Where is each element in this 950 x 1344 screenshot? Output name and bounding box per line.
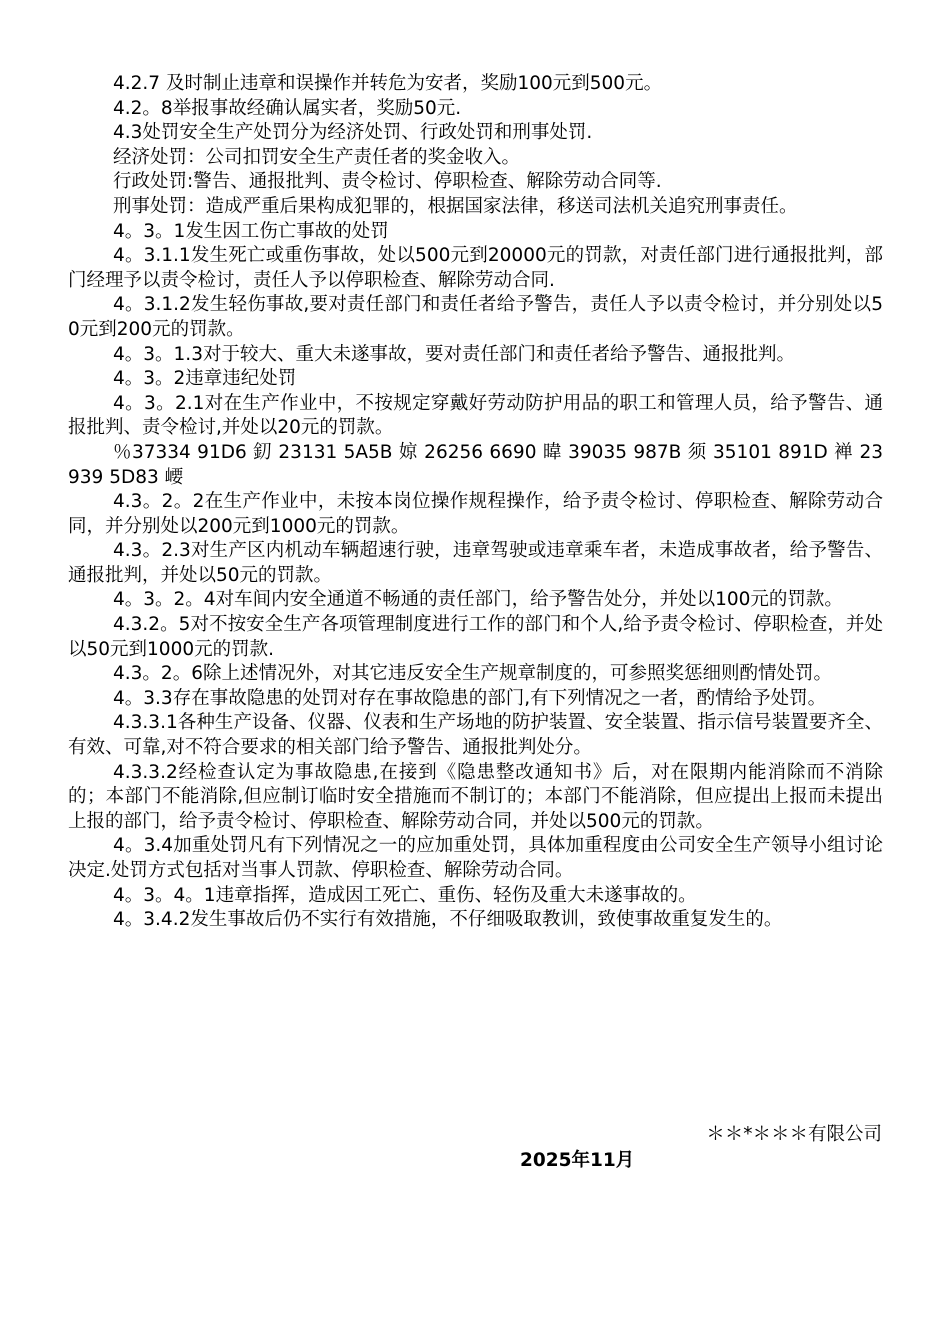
paragraph: 4。3。1发生因工伤亡事故的处罚 <box>113 220 389 242</box>
paragraph: 4。3。4。1违章指挥，造成因工死亡、重伤、轻伤及重大未遂事故的。 <box>113 884 697 906</box>
signature-date: 2025年11月 <box>520 1150 635 1171</box>
paragraph: 4。3。2违章违纪处罚 <box>113 368 297 390</box>
paragraph: 4.3。2。6除上述情况外，对其它违反安全生产规章制度的，可参照奖惩细则酌情处罚。 <box>113 663 832 685</box>
garbled-code-line: ％37334 91D6 釖 23131 5A5B 婛 26256 6690 暐 39035 987B 须 35101 891D 褝 23939 5D83 崾 <box>68 441 883 488</box>
paragraph: 4.3处罚安全生产处罚分为经济处罚、行政处罚和刑事处罚. <box>113 122 593 144</box>
document-body <box>68 72 883 933</box>
paragraph: 4。3.4加重处罚凡有下列情况之一的应加重处罚，具体加重程度由公司安全生产领导小组讨论决定.处罚方式包括对当事人罚款、停职检查、解除劳动合同。 <box>68 835 883 881</box>
paragraph: 4.3.2。5对不按安全生产各项管理制度进行工作的部门和个人,给予责令检讨、停职检查，并处以50元到1000元的罚款. <box>68 614 883 660</box>
paragraph: 4.3.3.2经检查认定为事故隐患,在接到《隐患整改通知书》后，对在限期内能消除而不消除的；本部门不能消除,但应制订临时安全措施而不制订的；本部门不能消除，但应提出上报而未提出上报的部门，给予责令检讨、停职检查、解除劳动合同，并处以500元的罚款。 <box>68 761 883 832</box>
paragraph: 4。3.4.2发生事故后仍不实行有效措施，不仔细吸取教训，致使事故重复发生的。 <box>113 909 783 931</box>
paragraph: 4.2.7 及时制止违章和误操作并转危为安者，奖励100元到500元。 <box>113 73 663 94</box>
paragraph: 4。3。2.1对在生产作业中，不按规定穿戴好劳动防护用品的职工和管理人员，给予警告、通报批判、责令检讨,并处以20元的罚款。 <box>68 392 883 439</box>
paragraph: 4.3。2。2在生产作业中，未按本岗位操作规程操作，给予责令检讨、停职检查、解除劳动合同，并分别处以200元到1000元的罚款。 <box>68 491 883 537</box>
paragraph: 4。3.1.1发生死亡或重伤事故，处以500元到20000元的罚款，对责任部门进行通报批判，部门经理予以责令检讨，责任人予以停职检查、解除劳动合同. <box>68 245 883 291</box>
paragraph: 4。3.3存在事故隐患的处罚对存在事故隐患的部门,有下列情况之一者，酌情给予处罚。 <box>113 687 827 709</box>
paragraph: 行政处罚:警告、通报批判、责令检讨、停职检查、解除劳动合同等. <box>113 171 662 193</box>
paragraph: 4.2。8举报事故经确认属实者，奖励50元. <box>113 97 462 119</box>
paragraph: 4.3.3.1各种生产设备、仪器、仪表和生产场地的防护装置、安全装置、指示信号装置要齐全、有效、可靠,对不符合要求的相关部门给予警告、通报批判处分。 <box>68 712 883 759</box>
paragraph: 4。3.1.2发生轻伤事故,要对责任部门和责任者给予警告，责任人予以责令检讨，并分别处以50元到200元的罚款。 <box>68 294 883 340</box>
paragraph: 4。3。2。4对车间内安全通道不畅通的责任部门，给予警告处分，并处以100元的罚款。 <box>113 589 843 611</box>
paragraph: 4。3。1.3对于较大、重大未遂事故，要对责任部门和责任者给予警告、通报批判。 <box>113 343 795 365</box>
paragraph: 经济处罚：公司扣罚安全生产责任者的奖金收入。 <box>113 146 521 168</box>
signature-company: ＊＊*＊＊＊有限公司 <box>706 1124 882 1145</box>
paragraph: 刑事处罚：造成严重后果构成犯罪的，根据国家法律，移送司法机关追究刑事责任。 <box>113 195 798 217</box>
paragraph: 4.3。2.3对生产区内机动车辆超速行驶，违章驾驶或违章乘车者，未造成事故者，给予警告、通报批判，并处以50元的罚款。 <box>68 540 883 586</box>
